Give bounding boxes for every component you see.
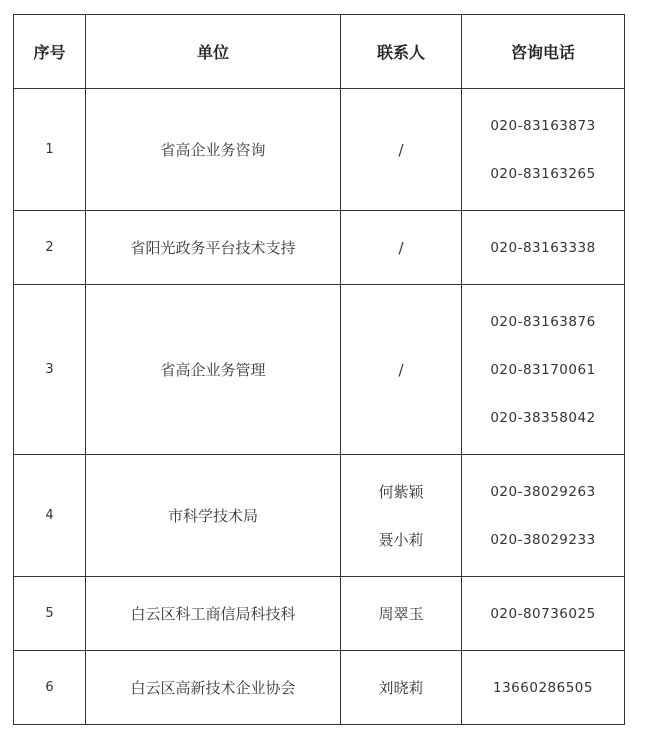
phone-number: 020-83163338 — [490, 239, 596, 256]
row-index: 3 — [14, 285, 86, 455]
contact-name: / — [398, 360, 404, 379]
table-row — [14, 285, 625, 455]
row-phone — [462, 577, 625, 651]
row-contact — [341, 455, 462, 577]
phone-number: 020-80736025 — [490, 605, 596, 622]
header-phone: 咨询电话 — [462, 15, 625, 89]
header-contact: 联系人 — [341, 15, 462, 89]
row-unit: 省阳光政务平台技术支持 — [86, 211, 341, 285]
contact-table — [13, 14, 625, 725]
row-index: 2 — [14, 211, 86, 285]
table-row — [14, 211, 625, 285]
contact-name: 何紫颖 — [378, 482, 424, 501]
row-phone — [462, 89, 625, 211]
contact-name: 刘晓莉 — [378, 678, 424, 697]
row-phone — [462, 211, 625, 285]
phone-number: 020-38358042 — [490, 409, 596, 426]
row-contact — [341, 89, 462, 211]
row-phone — [462, 455, 625, 577]
row-contact — [341, 211, 462, 285]
phone-number: 020-38029263 — [490, 483, 596, 500]
row-contact — [341, 577, 462, 651]
row-unit: 白云区高新技术企业协会 — [86, 651, 341, 725]
contact-name: 聂小莉 — [378, 530, 424, 549]
table-row — [14, 455, 625, 577]
phone-number: 020-83170061 — [490, 361, 596, 378]
row-contact — [341, 651, 462, 725]
table-row — [14, 651, 625, 725]
row-unit: 白云区科工商信局科技科 — [86, 577, 341, 651]
row-unit: 市科学技术局 — [86, 455, 341, 577]
row-index: 5 — [14, 577, 86, 651]
phone-number: 020-38029233 — [490, 531, 596, 548]
phone-number: 020-83163876 — [490, 313, 596, 330]
contact-name: / — [398, 238, 404, 257]
table-row — [14, 89, 625, 211]
phone-number: 020-83163265 — [490, 165, 596, 182]
row-phone — [462, 651, 625, 725]
phone-number: 13660286505 — [493, 679, 593, 696]
contact-name: / — [398, 140, 404, 159]
row-index: 1 — [14, 89, 86, 211]
table-header-row — [14, 15, 625, 89]
contact-name: 周翠玉 — [378, 604, 424, 623]
row-contact — [341, 285, 462, 455]
row-unit: 省高企业务管理 — [86, 285, 341, 455]
row-unit: 省高企业务咨询 — [86, 89, 341, 211]
row-phone — [462, 285, 625, 455]
row-index: 6 — [14, 651, 86, 725]
table-row — [14, 577, 625, 651]
header-index: 序号 — [14, 15, 86, 89]
row-index: 4 — [14, 455, 86, 577]
header-unit: 单位 — [86, 15, 341, 89]
phone-number: 020-83163873 — [490, 117, 596, 134]
